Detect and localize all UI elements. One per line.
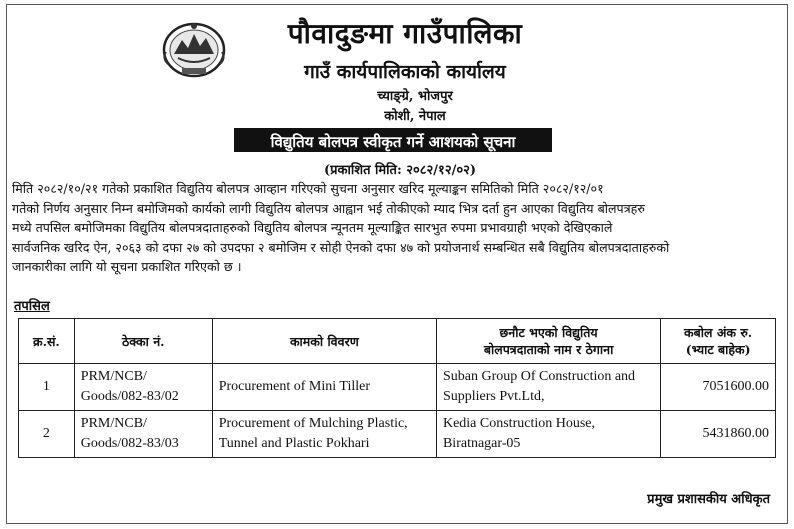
header-bidder xyxy=(436,319,660,364)
header-bidder-line-1: छनौट भएको विद्युतिय xyxy=(499,325,598,340)
header-amount-line-1: कबोल अंक रु. xyxy=(684,325,753,340)
cell-amount: 5431860.00 xyxy=(661,411,776,458)
notice-body-line: जानकारीका लागि यो सूचना प्रकाशित गरिएको छ । xyxy=(12,259,242,274)
cell-contract-no xyxy=(74,411,212,458)
schedule-label: तपसिल xyxy=(14,299,50,314)
published-date: (प्रकाशित मिति: २०८२/१२/०२) xyxy=(323,163,476,178)
table-row xyxy=(19,411,776,458)
cell-sn: 2 xyxy=(19,411,75,458)
notice-body-line: गतेको निर्णय अनुसार निम्न बमोजिमको कार्यको लागी विद्युतिय बोलपत्र आह्वान भई तोकीएको म्याद भित्र दर्ता हुन आएका विद्युतिय बोलपत्रहरु xyxy=(12,200,645,216)
cell-bidder: Kedia Construction House, Biratnagar-05 xyxy=(436,411,660,458)
contract-no-line-2: Goods/082-83/03 xyxy=(80,436,179,451)
notice-body-line: सार्वजनिक खरिद ऐन, २०६३ को दफा २७ को उपदफा २ बमोजिम र सोही ऐनको दफा ४७ को प्रयोजनार्थ सम्बन्धित सबै विद्युतिय बोलपत्रदाताहरुको xyxy=(12,239,670,255)
contract-no-line-1: PRM/NCB/ xyxy=(80,369,147,384)
notice-body xyxy=(12,179,782,277)
government-emblem-icon xyxy=(160,18,228,78)
table-header-row xyxy=(19,319,776,364)
notice-body-line: मध्ये तपसिल बमोजिमका विद्युतिय बोलपत्रदाताहरुको विद्युतिय बोलपत्र न्यूनतम मूल्याङ्कित सारभुत रुपमा प्रभावग्राही भएको देखिएकाले xyxy=(12,220,613,235)
cell-bidder: Suban Group Of Construction and Suppliers Pvt.Ltd, xyxy=(436,364,660,411)
cell-contract-no xyxy=(74,364,212,411)
table-row xyxy=(19,364,776,411)
header-contract-no: ठेक्का नं. xyxy=(74,319,212,364)
contract-no-line-2: Goods/082-83/02 xyxy=(80,389,179,404)
cell-amount: 7051600.00 xyxy=(661,364,776,411)
cell-sn: 1 xyxy=(19,364,75,411)
signatory-title: प्रमुख प्रशासकीय अधिकृत xyxy=(647,492,770,507)
contract-no-line-1: PRM/NCB/ xyxy=(80,416,147,431)
cell-work: Procurement of Mini Tiller xyxy=(212,364,436,411)
letterhead xyxy=(0,8,794,124)
office-name: गाउँ कार्यपालिकाको कार्यालय xyxy=(304,61,506,83)
header-bidder-line-2: बोलपत्रदाताको नाम र ठेगाना xyxy=(483,342,614,357)
header-sn: क्र.सं. xyxy=(19,319,75,364)
notice-body-line: मिति २०८२/१०/२१ गतेको प्रकाशित विद्युतिय बोलपत्र आव्हान गरिएको सुचना अनुसार खरिद मूल्याङ्कन समितिको मिति २०८२/१२/०१ xyxy=(12,181,604,196)
header-amount-line-2: (भ्याट बाहेक) xyxy=(685,342,751,357)
tender-table xyxy=(18,318,776,458)
address-line-1: च्याङ्ग्रे, भोजपुर xyxy=(377,89,453,104)
notice-title: विद्युतिय बोलपत्र स्वीकृत गर्ने आशयको सूचना xyxy=(234,128,552,152)
cell-work: Procurement of Mulching Plastic, Tunnel and Plastic Pokhari xyxy=(212,411,436,458)
address-line-2: कोशी, नेपाल xyxy=(384,109,446,124)
header-amount xyxy=(661,319,776,364)
header-work: कामको विवरण xyxy=(212,319,436,364)
municipality-name: पौवादुङमा गाउँपालिका xyxy=(287,17,523,50)
